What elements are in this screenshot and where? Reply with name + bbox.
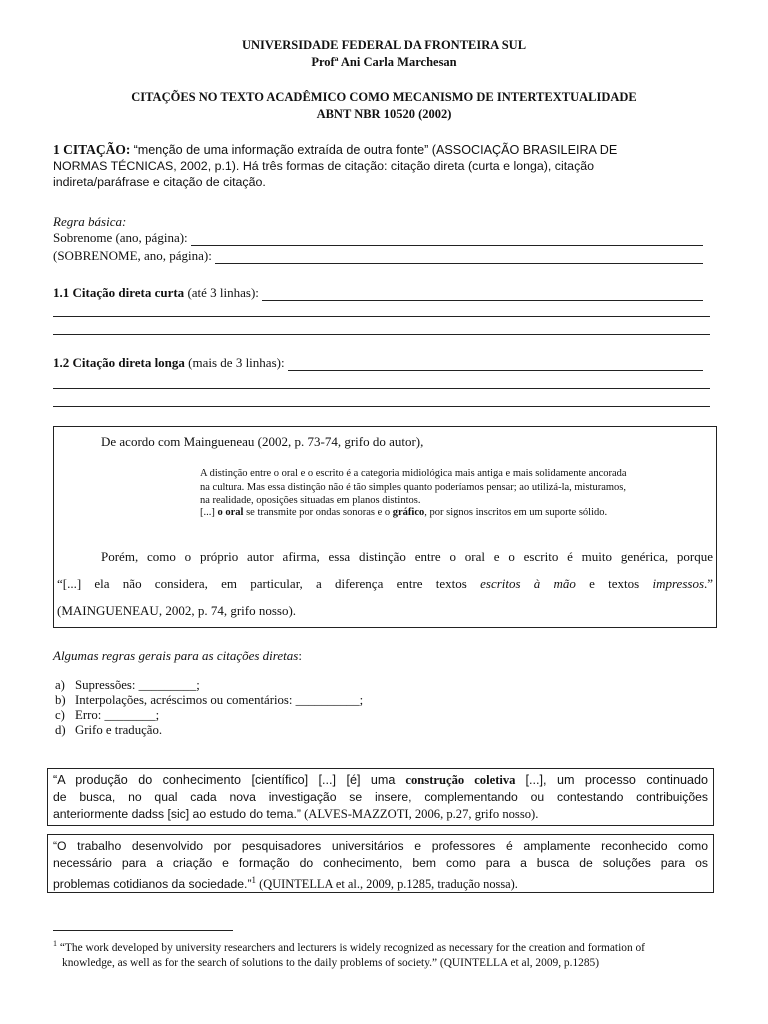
citation-definition bbox=[53, 142, 715, 190]
footnote-marker: 1 bbox=[53, 939, 57, 948]
paragraph-text: “[...] ela não considera, em particular, a diferença entre textos bbox=[57, 576, 467, 591]
list-marker: c) bbox=[55, 708, 65, 722]
block-quote-line-2: na cultura. Mas essa distinção não é tão simples quanto poderíamos pensar; ao utilizá-la, misturamos, bbox=[200, 482, 627, 493]
list-item bbox=[53, 708, 715, 723]
title-colon: : bbox=[298, 648, 302, 663]
emphasis-oral: o oral bbox=[217, 507, 244, 518]
basic-rule-title: Regra básica: bbox=[53, 214, 127, 229]
block-quote-line-1: A distinção entre o oral e o escrito é a categoria midiológica mais antiga e mais solidamente ancorada bbox=[200, 468, 627, 479]
example-paragraph bbox=[54, 543, 716, 624]
professor-name: Profª Ani Carla Marchesan bbox=[311, 55, 457, 69]
quote-text: anteriormente dadss [sic] ao estudo do tema.” bbox=[53, 807, 301, 821]
list-marker: b) bbox=[55, 693, 66, 707]
emphasis-grafico: gráfico bbox=[392, 507, 425, 518]
answer-line[interactable] bbox=[53, 388, 710, 389]
long-quote-note: (mais de 3 linhas): bbox=[188, 355, 285, 370]
list-item bbox=[53, 693, 715, 708]
definition-label: 1 CITAÇÃO: bbox=[53, 142, 131, 157]
basic-rule-line-1-label: Sobrenome (ano, página): bbox=[53, 230, 188, 245]
paragraph-text: .” bbox=[704, 576, 714, 591]
quote-text: se transmite por ondas sonoras e o bbox=[246, 507, 391, 518]
answer-blank[interactable] bbox=[191, 235, 703, 246]
short-quote-note: (até 3 linhas): bbox=[187, 285, 259, 300]
basic-rule bbox=[53, 214, 703, 264]
box1-line-1 bbox=[53, 772, 708, 789]
block-quote-line-4 bbox=[200, 506, 715, 520]
footnote-reference[interactable]: 1 bbox=[251, 875, 257, 885]
quote-box-alves-mazzoti bbox=[47, 768, 714, 826]
quote-reference: (QUINTELLA et al., 2009, p.1285, tradução nossa). bbox=[259, 877, 518, 892]
basic-rule-line-1 bbox=[53, 231, 703, 246]
rules-list bbox=[53, 678, 715, 738]
list-item bbox=[53, 723, 715, 738]
basic-rule-line-2-label: (SOBRENOME, ano, página): bbox=[53, 248, 212, 263]
answer-line[interactable] bbox=[53, 316, 710, 317]
list-marker: d) bbox=[55, 723, 66, 737]
example-paragraph-line-1: Porém, como o próprio autor afirma, essa distinção entre o oral e o escrito é muito genérica, porque bbox=[101, 549, 713, 564]
emphasis-construcao-coletiva: construção coletiva bbox=[405, 773, 516, 787]
example-block-quote bbox=[200, 467, 715, 520]
short-quote-section bbox=[53, 286, 703, 301]
footnote bbox=[53, 936, 723, 971]
list-item-text: Erro: ________; bbox=[75, 708, 160, 722]
box1-line-3 bbox=[53, 806, 708, 823]
ellipsis-mark: [...] bbox=[200, 507, 215, 518]
box2-line-1: “O trabalho desenvolvido por pesquisadores universitários e professores é amplamente reconhecido como bbox=[53, 839, 708, 853]
footnote-line-1: “The work developed by university researchers and lecturers is widely recognized as necessary for the creation and formation of bbox=[59, 941, 645, 954]
document-standard: ABNT NBR 10520 (2002) bbox=[316, 107, 452, 121]
box2-line-2: necessário para a criação e formação do conhecimento, bem como para a busca de soluções para os bbox=[53, 856, 708, 870]
footnote-line-2: knowledge, as well as for the search of solutions to the daily problems of society.” (QUINTELLA et al, 2009, p.1285) bbox=[62, 956, 600, 969]
university-name: UNIVERSIDADE FEDERAL DA FRONTEIRA SUL bbox=[241, 38, 527, 52]
footnote-separator bbox=[53, 930, 233, 931]
quote-reference: (ALVES-MAZZOTI, 2006, p.27, grifo nosso). bbox=[304, 807, 539, 821]
example-intro: De acordo com Maingueneau (2002, p. 73-74, grifo do autor), bbox=[101, 434, 424, 449]
document-title: CITAÇÕES NO TEXTO ACADÊMICO COMO MECANISMO DE INTERTEXTUALIDADE bbox=[131, 90, 637, 104]
box2-line-3 bbox=[53, 872, 708, 893]
long-quote-section bbox=[53, 356, 703, 371]
answer-blank[interactable] bbox=[288, 360, 703, 371]
block-quote-line-3: na realidade, oposições situadas em planos distintos. bbox=[200, 495, 421, 506]
general-rules bbox=[53, 648, 715, 738]
definition-line-2: NORMAS TÉCNICAS, 2002, p.1). Há três formas de citação: citação direta (curta e longa), citação bbox=[53, 159, 595, 173]
list-item bbox=[53, 678, 715, 693]
answer-blank[interactable] bbox=[262, 290, 703, 301]
quote-text: , por signos inscritos em um suporte sólido. bbox=[424, 507, 608, 518]
paragraph-text: e textos bbox=[589, 576, 640, 591]
example-paragraph-line-3: (MAINGUENEAU, 2002, p. 74, grifo nosso). bbox=[57, 603, 297, 618]
emphasis-escritos: escritos à mão bbox=[480, 576, 576, 591]
emphasis-impressos: impressos bbox=[652, 576, 705, 591]
definition-line-3: indireta/paráfrase e citação de citação. bbox=[53, 175, 266, 189]
list-item-text: Grifo e tradução. bbox=[75, 723, 163, 737]
answer-line[interactable] bbox=[53, 334, 710, 335]
quote-text: problemas cotidianos da sociedade.” bbox=[53, 877, 252, 892]
example-paragraph-line-2 bbox=[57, 570, 713, 597]
list-item-text: Interpolações, acréscimos ou comentários: __________; bbox=[75, 693, 364, 707]
quote-text: [...], um processo continuado bbox=[525, 773, 708, 787]
quote-text: “A produção do conhecimento [científico] [...] [é] uma bbox=[53, 773, 396, 787]
quote-box-quintella bbox=[47, 834, 714, 893]
list-marker: a) bbox=[55, 678, 65, 692]
answer-blank[interactable] bbox=[215, 253, 703, 264]
long-quote-example-box bbox=[53, 426, 717, 628]
box1-line-2: de busca, no qual cada nova investigação se insere, complementando ou contestando contribuições bbox=[53, 790, 708, 804]
general-rules-title: Algumas regras gerais para as citações diretas bbox=[53, 648, 299, 663]
answer-line[interactable] bbox=[53, 406, 710, 407]
definition-line-1: “menção de uma informação extraída de outra fonte” (ASSOCIAÇÃO BRASILEIRA DE bbox=[133, 143, 618, 157]
long-quote-label: 1.2 Citação direta longa bbox=[53, 355, 185, 370]
short-quote-label: 1.1 Citação direta curta bbox=[53, 285, 185, 300]
list-item-text: Supressões: _________; bbox=[75, 678, 200, 692]
basic-rule-line-2 bbox=[53, 249, 703, 264]
